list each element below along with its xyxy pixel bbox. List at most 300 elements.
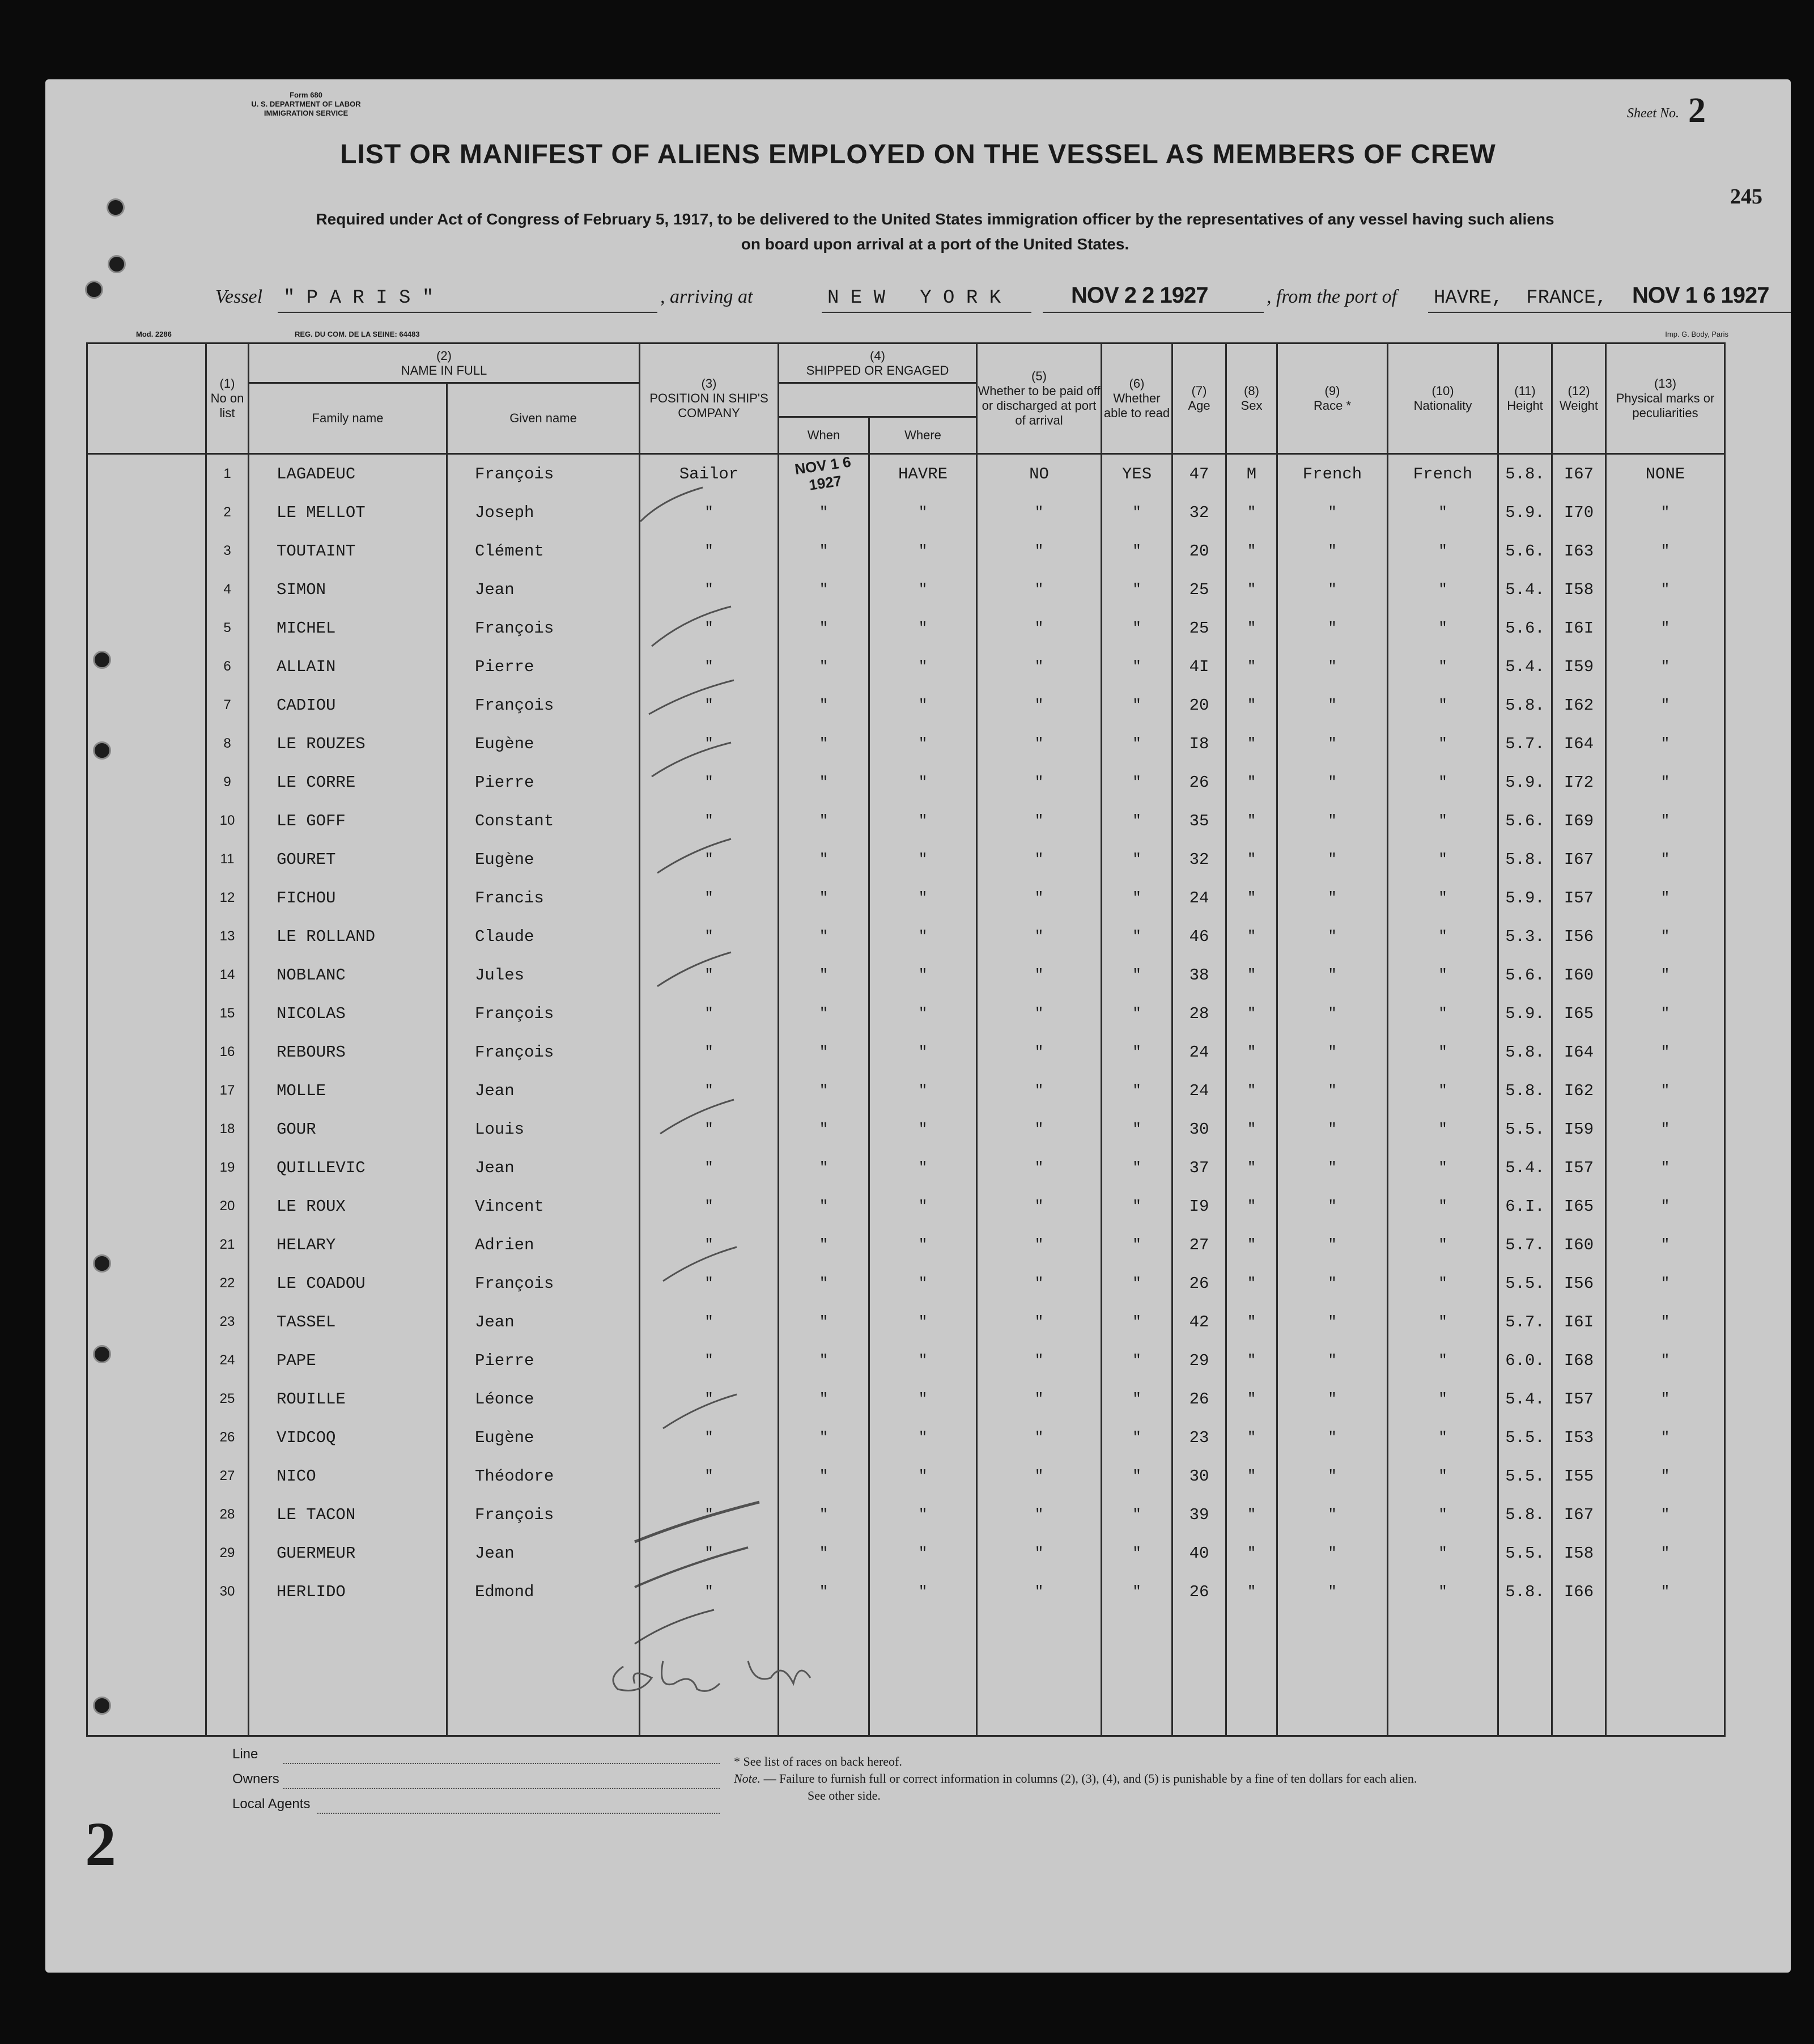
cell-when: " <box>779 1380 869 1418</box>
cell-no: 1 <box>206 454 249 494</box>
cell-height: 5.5. <box>1498 1457 1552 1495</box>
cell-no: 18 <box>206 1110 249 1148</box>
cell-family: ALLAIN <box>249 647 447 686</box>
cell-marks: " <box>1606 1264 1725 1303</box>
cell-age: 4I <box>1172 647 1226 686</box>
cell-no: 23 <box>206 1303 249 1341</box>
cell-weight: I64 <box>1552 1033 1606 1071</box>
cell-nationality: " <box>1388 917 1498 956</box>
cell-paid: " <box>977 1534 1102 1572</box>
cell-read: " <box>1102 879 1172 917</box>
cell-paid: NO <box>977 454 1102 494</box>
cell-paid: " <box>977 532 1102 570</box>
cell-marks: " <box>1606 1341 1725 1380</box>
cell-nationality: " <box>1388 1148 1498 1187</box>
cell-when: " <box>779 1148 869 1187</box>
cell-family: MOLLE <box>249 1071 447 1110</box>
cell-paid: " <box>977 802 1102 840</box>
cell-paid: " <box>977 609 1102 647</box>
cell-no: 29 <box>206 1534 249 1572</box>
cell-age: I8 <box>1172 724 1226 763</box>
cell-when: " <box>779 1572 869 1611</box>
cell-given: Jean <box>447 1148 640 1187</box>
cell-where: " <box>869 763 977 802</box>
cell-family: SIMON <box>249 570 447 609</box>
cell-weight: I66 <box>1552 1572 1606 1611</box>
cell-sex: " <box>1226 1380 1277 1418</box>
cell-read: " <box>1102 1033 1172 1071</box>
cell-given: Jean <box>447 1071 640 1110</box>
page-number: 245 <box>1730 185 1762 209</box>
cell-paid: " <box>977 1071 1102 1110</box>
cell-when: " <box>779 570 869 609</box>
cell-weight: I57 <box>1552 1148 1606 1187</box>
cell-weight: I60 <box>1552 1225 1606 1264</box>
cell-read: " <box>1102 1534 1172 1572</box>
cell-position: " <box>640 1071 779 1110</box>
cell-sex: " <box>1226 1071 1277 1110</box>
cell-height: 5.8. <box>1498 1572 1552 1611</box>
cell-read: " <box>1102 802 1172 840</box>
cell-no: 28 <box>206 1495 249 1534</box>
cell-height: 5.9. <box>1498 879 1552 917</box>
cell-height: 5.4. <box>1498 1380 1552 1418</box>
cell-when: " <box>779 686 869 724</box>
cell-read: " <box>1102 1572 1172 1611</box>
cell-age: 24 <box>1172 1071 1226 1110</box>
cell-race: " <box>1277 1225 1388 1264</box>
cell-no: 6 <box>206 647 249 686</box>
cell-race: " <box>1277 1033 1388 1071</box>
departure-date-stamp: NOV 1 6 1927 <box>1632 283 1769 308</box>
cell-no: 4 <box>206 570 249 609</box>
registry-number: REG. DU COM. DE LA SEINE: 64483 <box>295 330 420 338</box>
sheet-number-value: 2 <box>1688 91 1706 130</box>
cell-given: François <box>447 454 640 494</box>
cell-weight: I53 <box>1552 1418 1606 1457</box>
cell-when: " <box>779 956 869 994</box>
race-footnote: * See list of races on back hereof. <box>734 1754 902 1769</box>
cell-family: LE CORRE <box>249 763 447 802</box>
cell-height: 5.7. <box>1498 724 1552 763</box>
cell-height: 5.8. <box>1498 1033 1552 1071</box>
cell-marks: " <box>1606 1572 1725 1611</box>
cell-given: Léonce <box>447 1380 640 1418</box>
cell-race: " <box>1277 763 1388 802</box>
cell-paid: " <box>977 1264 1102 1303</box>
cell-paid: " <box>977 917 1102 956</box>
cell-height: 5.8. <box>1498 1495 1552 1534</box>
cell-marks: " <box>1606 1225 1725 1264</box>
cell-position: " <box>640 1380 779 1418</box>
cell-position: " <box>640 956 779 994</box>
cell-position: " <box>640 1148 779 1187</box>
cell-where: " <box>869 647 977 686</box>
cell-sex: " <box>1226 840 1277 879</box>
cell-where: " <box>869 1572 977 1611</box>
handwritten-marks <box>45 79 1791 1973</box>
cell-where: " <box>869 570 977 609</box>
cell-marks: " <box>1606 1534 1725 1572</box>
cell-position: " <box>640 1303 779 1341</box>
cell-family: LE ROUZES <box>249 724 447 763</box>
cell-position: " <box>640 840 779 879</box>
col-family-name-header: Family name <box>249 383 447 454</box>
cell-read: " <box>1102 532 1172 570</box>
cell-no: 12 <box>206 879 249 917</box>
col-position-header: (3) POSITION IN SHIP'S COMPANY <box>640 344 779 454</box>
cell-where: " <box>869 1341 977 1380</box>
cell-weight: I56 <box>1552 917 1606 956</box>
cell-height: 5.8. <box>1498 1071 1552 1110</box>
cell-sex: " <box>1226 1264 1277 1303</box>
cell-sex: " <box>1226 609 1277 647</box>
cell-when: " <box>779 532 869 570</box>
col-race-header: (9) Race * <box>1277 344 1388 454</box>
cell-weight: I72 <box>1552 763 1606 802</box>
cell-sex: " <box>1226 532 1277 570</box>
cell-height: 5.8. <box>1498 454 1552 494</box>
subtitle-line-2: on board upon arrival at a port of the United States. <box>741 235 1129 253</box>
cell-when: " <box>779 493 869 532</box>
cell-given: Louis <box>447 1110 640 1148</box>
cell-sex: " <box>1226 994 1277 1033</box>
cell-paid: " <box>977 1110 1102 1148</box>
cell-age: 39 <box>1172 1495 1226 1534</box>
cell-when: NOV 1 6 1927 <box>776 448 871 499</box>
page-title: LIST OR MANIFEST OF ALIENS EMPLOYED ON THE VESSEL AS MEMBERS OF CREW <box>340 139 1496 169</box>
cell-weight: I6I <box>1552 609 1606 647</box>
cell-nationality: " <box>1388 763 1498 802</box>
cell-weight: I65 <box>1552 1187 1606 1225</box>
cell-weight: I6I <box>1552 1303 1606 1341</box>
cell-weight: I57 <box>1552 879 1606 917</box>
cell-race: " <box>1277 570 1388 609</box>
cell-position: " <box>640 763 779 802</box>
cell-height: 5.6. <box>1498 532 1552 570</box>
cell-age: 38 <box>1172 956 1226 994</box>
cell-race: " <box>1277 1572 1388 1611</box>
cell-when: " <box>779 1033 869 1071</box>
cell-read: YES <box>1102 454 1172 494</box>
cell-family: NOBLANC <box>249 956 447 994</box>
cell-nationality: " <box>1388 1264 1498 1303</box>
cell-age: 28 <box>1172 994 1226 1033</box>
cell-marks: NONE <box>1606 454 1725 494</box>
cell-sex: " <box>1226 647 1277 686</box>
cell-given: François <box>447 1033 640 1071</box>
cell-read: " <box>1102 956 1172 994</box>
cell-height: 5.6. <box>1498 609 1552 647</box>
cell-age: 23 <box>1172 1418 1226 1457</box>
cell-position: " <box>640 1187 779 1225</box>
cell-weight: I63 <box>1552 532 1606 570</box>
cell-read: " <box>1102 1457 1172 1495</box>
cell-position: " <box>640 1225 779 1264</box>
cell-position: " <box>640 493 779 532</box>
cell-height: 5.7. <box>1498 1303 1552 1341</box>
cell-no: 9 <box>206 763 249 802</box>
cell-given: Jean <box>447 1534 640 1572</box>
cell-marks: " <box>1606 1148 1725 1187</box>
cell-weight: I67 <box>1552 840 1606 879</box>
cell-weight: I59 <box>1552 1110 1606 1148</box>
cell-nationality: " <box>1388 1071 1498 1110</box>
cell-where: " <box>869 1534 977 1572</box>
cell-where: " <box>869 956 977 994</box>
cell-family: ROUILLE <box>249 1380 447 1418</box>
cell-age: 37 <box>1172 1148 1226 1187</box>
vessel-name: " P A R I S " <box>283 287 434 309</box>
cell-paid: " <box>977 493 1102 532</box>
cell-paid: " <box>977 1380 1102 1418</box>
cell-age: 24 <box>1172 1033 1226 1071</box>
cell-height: 5.4. <box>1498 1148 1552 1187</box>
cell-sex: " <box>1226 763 1277 802</box>
cell-marks: " <box>1606 802 1725 840</box>
manifest-sheet <box>45 79 1791 1973</box>
cell-weight: I55 <box>1552 1457 1606 1495</box>
cell-age: 26 <box>1172 1380 1226 1418</box>
cell-sex: " <box>1226 1225 1277 1264</box>
cell-height: 5.6. <box>1498 802 1552 840</box>
cell-nationality: " <box>1388 1495 1498 1534</box>
cell-where: " <box>869 1033 977 1071</box>
cell-where: " <box>869 840 977 879</box>
cell-weight: I65 <box>1552 994 1606 1033</box>
note-text: — Failure to furnish full or correct information in columns (2), (3), (4), and (5) is punishable by a fine of ten dollars for each alien. <box>763 1771 1417 1786</box>
cell-nationality: " <box>1388 1225 1498 1264</box>
owners-label: Owners <box>232 1771 279 1787</box>
cell-race: " <box>1277 493 1388 532</box>
cell-when: " <box>779 1110 869 1148</box>
sheet-number-label: Sheet No. <box>1627 106 1679 121</box>
cell-when: " <box>779 1341 869 1380</box>
cell-marks: " <box>1606 532 1725 570</box>
cell-sex: " <box>1226 956 1277 994</box>
cell-height: 5.7. <box>1498 1225 1552 1264</box>
cell-where: " <box>869 917 977 956</box>
cell-family: PAPE <box>249 1341 447 1380</box>
cell-height: 5.9. <box>1498 763 1552 802</box>
signature <box>613 1661 810 1691</box>
cell-race: " <box>1277 1264 1388 1303</box>
cell-when: " <box>779 1264 869 1303</box>
col-weight-header: (12) Weight <box>1552 344 1606 454</box>
cell-position: " <box>640 802 779 840</box>
cell-family: FICHOU <box>249 879 447 917</box>
cell-where: " <box>869 1110 977 1148</box>
cell-given: Adrien <box>447 1225 640 1264</box>
cell-weight: I59 <box>1552 647 1606 686</box>
cell-position: " <box>640 1418 779 1457</box>
col-age-header: (7) Age <box>1172 344 1226 454</box>
cell-family: GOURET <box>249 840 447 879</box>
line-label: Line <box>232 1746 258 1762</box>
cell-family: HELARY <box>249 1225 447 1264</box>
cell-family: GOUR <box>249 1110 447 1148</box>
cell-marks: " <box>1606 763 1725 802</box>
cell-race: " <box>1277 994 1388 1033</box>
cell-position: " <box>640 879 779 917</box>
cell-race: " <box>1277 686 1388 724</box>
cell-paid: " <box>977 1225 1102 1264</box>
cell-sex: " <box>1226 1495 1277 1534</box>
cell-given: Eugène <box>447 724 640 763</box>
cell-race: " <box>1277 1071 1388 1110</box>
cell-when: " <box>779 1495 869 1534</box>
cell-nationality: " <box>1388 1341 1498 1380</box>
cell-given: Pierre <box>447 647 640 686</box>
cell-age: I9 <box>1172 1187 1226 1225</box>
cell-where: " <box>869 1495 977 1534</box>
cell-nationality: " <box>1388 609 1498 647</box>
cell-position: " <box>640 686 779 724</box>
col-paid-off-header: (5) Whether to be paid off or discharged at port of arrival <box>977 344 1102 454</box>
cell-where: " <box>869 1071 977 1110</box>
cell-age: 46 <box>1172 917 1226 956</box>
cell-position: " <box>640 532 779 570</box>
cell-read: " <box>1102 647 1172 686</box>
cell-read: " <box>1102 994 1172 1033</box>
col-marks-header: (13) Physical marks or peculiarities <box>1606 344 1725 454</box>
col-no-header: (1) No on list <box>206 344 249 454</box>
cell-position: " <box>640 994 779 1033</box>
cell-race: " <box>1277 802 1388 840</box>
cell-paid: " <box>977 1457 1102 1495</box>
cell-age: 32 <box>1172 840 1226 879</box>
cell-position: " <box>640 1264 779 1303</box>
cell-height: 6.I. <box>1498 1187 1552 1225</box>
cell-age: 25 <box>1172 609 1226 647</box>
cell-marks: " <box>1606 570 1725 609</box>
cell-no: 11 <box>206 840 249 879</box>
cell-when: " <box>779 1457 869 1495</box>
cell-given: Jean <box>447 570 640 609</box>
cell-when: " <box>779 1071 869 1110</box>
mod-number: Mod. 2286 <box>136 330 172 338</box>
cell-age: 30 <box>1172 1110 1226 1148</box>
cell-age: 47 <box>1172 454 1226 494</box>
cell-no: 19 <box>206 1148 249 1187</box>
cell-weight: I68 <box>1552 1341 1606 1380</box>
cell-paid: " <box>977 686 1102 724</box>
cell-race: " <box>1277 1148 1388 1187</box>
cell-paid: " <box>977 879 1102 917</box>
cell-when: " <box>779 879 869 917</box>
cell-given: François <box>447 994 640 1033</box>
col-nationality-header: (10) Nationality <box>1388 344 1498 454</box>
cell-sex: " <box>1226 879 1277 917</box>
cell-when: " <box>779 1534 869 1572</box>
cell-age: 24 <box>1172 879 1226 917</box>
cell-weight: I62 <box>1552 686 1606 724</box>
form-number: Form 680 <box>290 91 322 99</box>
cell-nationality: " <box>1388 1457 1498 1495</box>
local-agents-label: Local Agents <box>232 1796 311 1812</box>
cell-race: " <box>1277 1457 1388 1495</box>
cell-when: " <box>779 1187 869 1225</box>
cell-given: François <box>447 686 640 724</box>
cell-sex: " <box>1226 917 1277 956</box>
cell-nationality: " <box>1388 879 1498 917</box>
cell-age: 26 <box>1172 1572 1226 1611</box>
cell-age: 20 <box>1172 532 1226 570</box>
cell-marks: " <box>1606 1495 1725 1534</box>
cell-nationality: " <box>1388 570 1498 609</box>
cell-race: " <box>1277 1341 1388 1380</box>
cell-race: " <box>1277 724 1388 763</box>
cell-marks: " <box>1606 724 1725 763</box>
cell-read: " <box>1102 763 1172 802</box>
cell-paid: " <box>977 994 1102 1033</box>
cell-height: 5.5. <box>1498 1418 1552 1457</box>
arrival-port: N E W Y O R K <box>827 287 1001 309</box>
cell-where: " <box>869 609 977 647</box>
cell-height: 5.6. <box>1498 956 1552 994</box>
cell-given: Pierre <box>447 763 640 802</box>
cell-marks: " <box>1606 1380 1725 1418</box>
cell-sex: " <box>1226 1341 1277 1380</box>
cell-read: " <box>1102 570 1172 609</box>
cell-no: 24 <box>206 1341 249 1380</box>
cell-nationality: French <box>1388 454 1498 494</box>
cell-no: 2 <box>206 493 249 532</box>
cell-where: " <box>869 1225 977 1264</box>
cell-weight: I56 <box>1552 1264 1606 1303</box>
cell-nationality: " <box>1388 532 1498 570</box>
cell-nationality: " <box>1388 840 1498 879</box>
cell-given: François <box>447 1264 640 1303</box>
cell-nationality: " <box>1388 1572 1498 1611</box>
cell-height: 5.9. <box>1498 994 1552 1033</box>
cell-paid: " <box>977 840 1102 879</box>
cell-no: 21 <box>206 1225 249 1264</box>
col-name-header: (2) NAME IN FULL <box>249 344 640 383</box>
cell-weight: I70 <box>1552 493 1606 532</box>
cell-where: " <box>869 686 977 724</box>
note-label: Note. <box>734 1771 761 1786</box>
cell-when: " <box>779 647 869 686</box>
cell-nationality: " <box>1388 1303 1498 1341</box>
cell-weight: I60 <box>1552 956 1606 994</box>
cell-family: VIDCOQ <box>249 1418 447 1457</box>
cell-read: " <box>1102 1225 1172 1264</box>
cell-nationality: " <box>1388 686 1498 724</box>
cell-read: " <box>1102 1418 1172 1457</box>
cell-race: " <box>1277 532 1388 570</box>
cell-given: Edmond <box>447 1572 640 1611</box>
col-height-header: (11) Height <box>1498 344 1552 454</box>
cell-no: 17 <box>206 1071 249 1110</box>
cell-nationality: " <box>1388 802 1498 840</box>
cell-given: Pierre <box>447 1341 640 1380</box>
cell-family: REBOURS <box>249 1033 447 1071</box>
cell-paid: " <box>977 1033 1102 1071</box>
cell-race: " <box>1277 647 1388 686</box>
cell-marks: " <box>1606 840 1725 879</box>
cell-sex: " <box>1226 1187 1277 1225</box>
from-port-label: , from the port of <box>1267 286 1397 307</box>
cell-read: " <box>1102 1264 1172 1303</box>
cell-weight: I58 <box>1552 570 1606 609</box>
cell-read: " <box>1102 1071 1172 1110</box>
cell-no: 5 <box>206 609 249 647</box>
cell-no: 27 <box>206 1457 249 1495</box>
cell-where: " <box>869 1457 977 1495</box>
cell-read: " <box>1102 1303 1172 1341</box>
cell-age: 32 <box>1172 493 1226 532</box>
